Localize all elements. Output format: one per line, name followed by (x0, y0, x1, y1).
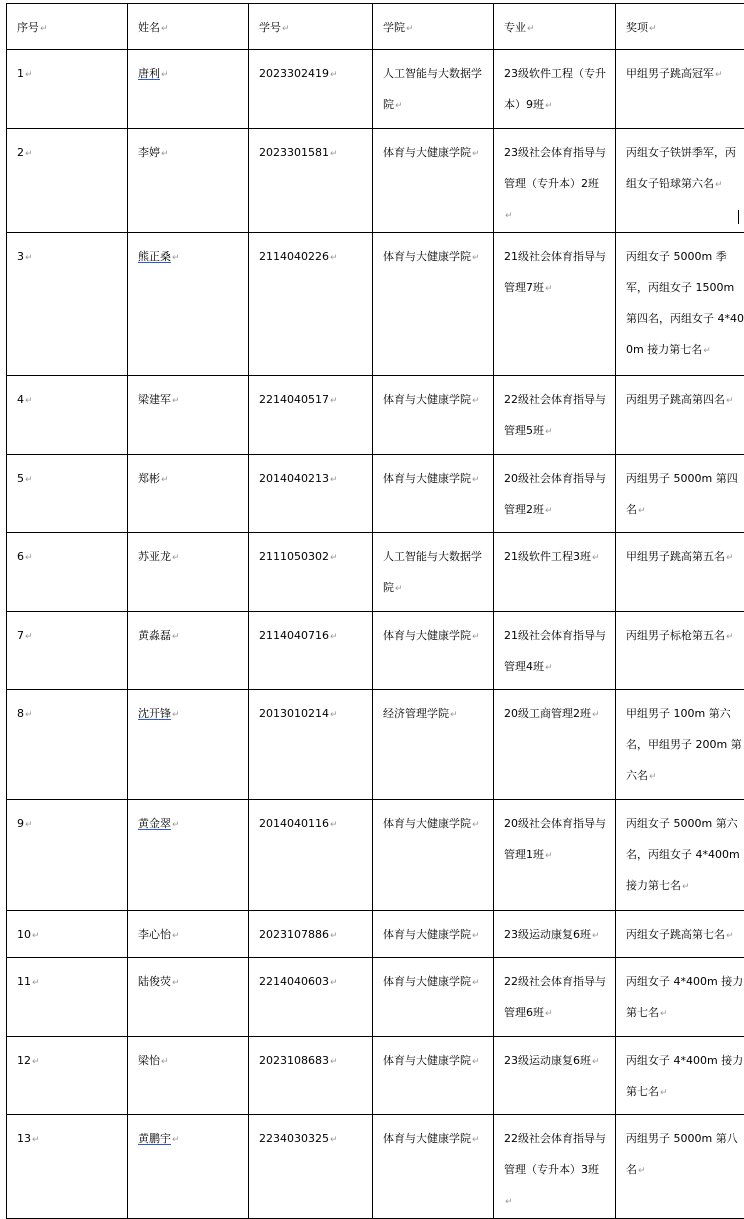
cell-seq (7, 800, 128, 911)
cell-seq-text: 10 (17, 928, 31, 941)
cell-major-text: 23级运动康复6班 (504, 928, 591, 941)
cell-major-text: 21级社会体育指导与管理7班 (504, 250, 606, 294)
cell-seq (7, 612, 128, 690)
cell-id (249, 958, 373, 1037)
cell-id-text: 2023302419 (259, 67, 329, 80)
cell-name (128, 1115, 249, 1219)
paragraph-mark: ↵ (472, 632, 480, 642)
cell-award-text: 甲组男子 100m 第六名，甲组男子 200m 第六名 (626, 707, 742, 782)
cell-major (494, 612, 616, 690)
paragraph-mark: ↵ (161, 475, 169, 485)
paragraph-mark: ↵ (32, 1135, 40, 1145)
cell-name (128, 533, 249, 612)
header-cell-id: 学号↵ (249, 4, 373, 50)
cell-name (128, 958, 249, 1037)
cell-college (373, 612, 494, 690)
cell-award-text: 甲组男子跳高冠军 (626, 67, 714, 80)
table-row (7, 800, 744, 911)
cell-name-text: 陆俊荧 (138, 975, 171, 988)
cell-award (616, 129, 744, 233)
paragraph-mark: ↵ (395, 584, 403, 594)
cell-major (494, 911, 616, 958)
cell-major-text: 20级工商管理2班 (504, 707, 591, 720)
cell-college (373, 455, 494, 533)
cell-name-text: 黄鹏宇 (138, 1132, 171, 1145)
cell-major (494, 455, 616, 533)
cell-id (249, 911, 373, 958)
cell-name-text: 黄淼磊 (138, 629, 171, 642)
cell-college (373, 690, 494, 800)
cursor-mark (738, 210, 739, 224)
paragraph-mark: ↵ (330, 396, 338, 406)
cell-name-text: 李婷 (138, 146, 160, 159)
cell-name (128, 911, 249, 958)
paragraph-mark: ↵ (32, 1057, 40, 1067)
cell-college-text: 体育与大健康学院 (383, 629, 471, 642)
table-row (7, 533, 744, 612)
paragraph-mark: ↵ (682, 882, 690, 892)
cell-name (128, 690, 249, 800)
cell-college (373, 129, 494, 233)
cell-name (128, 1037, 249, 1115)
paragraph-mark: ↵ (545, 851, 553, 861)
cell-award (616, 533, 744, 612)
table-row (7, 1115, 744, 1219)
cell-college-text: 人工智能与大数据学院 (383, 550, 482, 594)
cell-major (494, 1037, 616, 1115)
cell-award (616, 690, 744, 800)
cell-college-text: 体育与大健康学院 (383, 393, 471, 406)
paragraph-mark: ↵ (660, 1009, 668, 1019)
header-cell-major: 专业↵ (494, 4, 616, 50)
cell-major (494, 376, 616, 455)
cell-college-text: 体育与大健康学院 (383, 250, 471, 263)
cell-id-text: 2114040716 (259, 629, 329, 642)
paragraph-mark: ↵ (660, 1088, 668, 1098)
paragraph-mark: ↵ (172, 553, 180, 563)
cell-name-text: 郑彬 (138, 472, 160, 485)
paragraph-mark: ↵ (395, 101, 403, 111)
cell-seq (7, 533, 128, 612)
cell-college (373, 911, 494, 958)
cell-award-text: 丙组女子跳高第七名 (626, 928, 725, 941)
table-row (7, 958, 744, 1037)
cell-major (494, 50, 616, 129)
paragraph-mark: ↵ (25, 396, 33, 406)
paragraph-mark: ↵ (330, 1135, 338, 1145)
cell-college-text: 体育与大健康学院 (383, 928, 471, 941)
paragraph-mark: ↵ (726, 396, 734, 406)
paragraph-mark: ↵ (472, 149, 480, 159)
paragraph-mark: ↵ (638, 506, 646, 516)
cell-id-text: 2214040517 (259, 393, 329, 406)
table-body (7, 4, 744, 1219)
cell-major-text: 22级社会体育指导与管理5班 (504, 393, 606, 437)
cell-seq-text: 4 (17, 393, 24, 406)
cell-id (249, 1037, 373, 1115)
cell-seq (7, 376, 128, 455)
cell-major-text: 21级社会体育指导与管理4班 (504, 629, 606, 673)
paragraph-mark: ↵ (472, 978, 480, 988)
paragraph-mark: ↵ (172, 820, 180, 830)
cell-award-text: 丙组女子铁饼季军，丙组女子铅球第六名 (626, 146, 736, 190)
cell-seq (7, 1037, 128, 1115)
cell-award (616, 455, 744, 533)
table-row (7, 233, 744, 376)
cell-major-text: 23级社会体育指导与管理（专升本）2班 (504, 146, 606, 190)
header-row (7, 4, 744, 50)
cell-seq-text: 5 (17, 472, 24, 485)
cell-id-text: 2014040116 (259, 817, 329, 830)
cell-seq (7, 455, 128, 533)
paragraph-mark: ↵ (25, 149, 33, 159)
cell-name (128, 233, 249, 376)
cell-seq (7, 129, 128, 233)
paragraph-mark: ↵ (545, 663, 553, 673)
header-cell-name: 姓名↵ (128, 4, 249, 50)
cell-award (616, 958, 744, 1037)
cell-award-text: 甲组男子跳高第五名 (626, 550, 725, 563)
cell-seq-text: 12 (17, 1054, 31, 1067)
cell-seq (7, 958, 128, 1037)
cell-major (494, 233, 616, 376)
cell-seq-text: 1 (17, 67, 24, 80)
cell-major (494, 800, 616, 911)
cell-award (616, 1115, 744, 1219)
cell-seq-text: 11 (17, 975, 31, 988)
cell-seq (7, 50, 128, 129)
cell-id-text: 2023108683 (259, 1054, 329, 1067)
cell-id (249, 1115, 373, 1219)
cell-award-text: 丙组女子 5000m 季军，丙组女子 1500m 第四名，丙组女子 4*400m 接力第七名 (626, 250, 744, 356)
cell-award-text: 丙组女子 4*400m 接力第七名 (626, 1054, 743, 1098)
paragraph-mark: ↵ (25, 632, 33, 642)
paragraph-mark: ↵ (161, 149, 169, 159)
cell-major-text: 23级软件工程（专升本）9班 (504, 67, 606, 111)
cell-seq (7, 233, 128, 376)
cell-seq-text: 7 (17, 629, 24, 642)
paragraph-mark: ↵ (330, 931, 338, 941)
paragraph-mark: ↵ (592, 931, 600, 941)
cell-id-text: 2111050302 (259, 550, 329, 563)
table-row (7, 690, 744, 800)
paragraph-mark: ↵ (545, 101, 553, 111)
header-cell-college: 学院↵ (373, 4, 494, 50)
cell-major-text: 20级社会体育指导与管理2班 (504, 472, 606, 516)
cell-id-text: 2023301581 (259, 146, 329, 159)
cell-id-text: 2014040213 (259, 472, 329, 485)
cell-college (373, 800, 494, 911)
cell-seq-text: 2 (17, 146, 24, 159)
paragraph-mark: ↵ (638, 1166, 646, 1176)
paragraph-mark: ↵ (715, 180, 723, 190)
paragraph-mark: ↵ (330, 253, 338, 263)
paragraph-mark: ↵ (330, 475, 338, 485)
paragraph-mark: ↵ (25, 710, 33, 720)
paragraph-mark: ↵ (25, 553, 33, 563)
cell-college-text: 体育与大健康学院 (383, 1054, 471, 1067)
table-row (7, 129, 744, 233)
cell-name-text: 梁怡 (138, 1054, 160, 1067)
paragraph-mark: ↵ (172, 632, 180, 642)
cell-award (616, 376, 744, 455)
paragraph-mark: ↵ (25, 253, 33, 263)
cell-college-text: 体育与大健康学院 (383, 472, 471, 485)
table-row (7, 376, 744, 455)
cell-id-text: 2214040603 (259, 975, 329, 988)
paragraph-mark: ↵ (472, 253, 480, 263)
paragraph-mark: ↵ (172, 931, 180, 941)
cell-major-text: 22级社会体育指导与管理6班 (504, 975, 606, 1019)
cell-award-text: 丙组女子 5000m 第六名，丙组女子 4*400m 接力第七名 (626, 817, 740, 892)
cell-seq (7, 1115, 128, 1219)
cell-name-text: 沈开锋 (138, 707, 171, 720)
cell-college (373, 1115, 494, 1219)
paragraph-mark: ↵ (25, 70, 33, 80)
paragraph-mark: ↵ (25, 475, 33, 485)
paragraph-mark: ↵ (592, 710, 600, 720)
paragraph-mark: ↵ (472, 820, 480, 830)
cell-award (616, 50, 744, 129)
paragraph-mark: ↵ (545, 1009, 553, 1019)
cell-college-text: 体育与大健康学院 (383, 975, 471, 988)
cell-award (616, 911, 744, 958)
paragraph-mark: ↵ (32, 931, 40, 941)
cell-id-text: 2234030325 (259, 1132, 329, 1145)
cell-name (128, 50, 249, 129)
cell-seq-text: 3 (17, 250, 24, 263)
cell-seq-text: 13 (17, 1132, 31, 1145)
table-row (7, 612, 744, 690)
cell-seq-text: 9 (17, 817, 24, 830)
paragraph-mark: ↵ (703, 346, 711, 356)
cell-name-text: 唐利 (138, 67, 160, 80)
paragraph-mark: ↵ (545, 506, 553, 516)
paragraph-mark: ↵ (330, 70, 338, 80)
header-cell-seq: 序号↵ (7, 4, 128, 50)
cell-college-text: 体育与大健康学院 (383, 146, 471, 159)
cell-major-text: 20级社会体育指导与管理1班 (504, 817, 606, 861)
cell-seq-text: 8 (17, 707, 24, 720)
cell-id (249, 233, 373, 376)
paragraph-mark: ↵ (330, 820, 338, 830)
paragraph-mark: ↵ (505, 1197, 513, 1207)
cell-seq (7, 690, 128, 800)
paragraph-mark: ↵ (726, 553, 734, 563)
cell-award (616, 800, 744, 911)
paragraph-mark: ↵ (172, 978, 180, 988)
paragraph-mark: ↵ (505, 211, 513, 221)
table-row (7, 1037, 744, 1115)
cell-name-text: 黄金翠 (138, 817, 171, 830)
cell-id (249, 533, 373, 612)
paragraph-mark: ↵ (161, 70, 169, 80)
cell-id (249, 455, 373, 533)
cell-major (494, 129, 616, 233)
cell-id (249, 376, 373, 455)
paragraph-mark: ↵ (25, 820, 33, 830)
paragraph-mark: ↵ (330, 553, 338, 563)
cell-college (373, 233, 494, 376)
cell-name (128, 800, 249, 911)
paragraph-mark: ↵ (330, 632, 338, 642)
paragraph-mark: ↵ (330, 978, 338, 988)
paragraph-mark: ↵ (592, 553, 600, 563)
cell-name-text: 熊正桑 (138, 250, 171, 263)
paragraph-mark: ↵ (545, 284, 553, 294)
paragraph-mark: ↵ (330, 1057, 338, 1067)
cell-name-text: 梁建军 (138, 393, 171, 406)
cell-college (373, 533, 494, 612)
paragraph-mark: ↵ (172, 253, 180, 263)
table-row (7, 911, 744, 958)
cell-award (616, 1037, 744, 1115)
cell-award-text: 丙组男子 5000m 第四名 (626, 472, 738, 516)
cell-major-text: 22级社会体育指导与管理（专升本）3班 (504, 1132, 606, 1176)
paragraph-mark: ↵ (32, 978, 40, 988)
paragraph-mark: ↵ (472, 931, 480, 941)
cell-major (494, 1115, 616, 1219)
cell-name-text: 苏亚龙 (138, 550, 171, 563)
paragraph-mark: ↵ (172, 1135, 180, 1145)
cell-college (373, 50, 494, 129)
paragraph-mark: ↵ (472, 1135, 480, 1145)
header-cell-award: 奖项↵ (616, 4, 744, 50)
cell-id (249, 800, 373, 911)
paragraph-mark: ↵ (715, 70, 723, 80)
paragraph-mark: ↵ (649, 772, 657, 782)
paragraph-mark: ↵ (472, 1057, 480, 1067)
cell-id (249, 50, 373, 129)
cell-college (373, 376, 494, 455)
paragraph-mark: ↵ (592, 1057, 600, 1067)
cell-major (494, 958, 616, 1037)
paragraph-mark: ↵ (330, 710, 338, 720)
cell-award (616, 233, 744, 376)
cell-major-text: 21级软件工程3班 (504, 550, 591, 563)
paragraph-mark: ↵ (472, 396, 480, 406)
cell-college (373, 958, 494, 1037)
cell-award-text: 丙组男子 5000m 第八名 (626, 1132, 738, 1176)
cell-college-text: 体育与大健康学院 (383, 817, 471, 830)
cell-major-text: 23级运动康复6班 (504, 1054, 591, 1067)
paragraph-mark: ↵ (330, 149, 338, 159)
cell-id (249, 612, 373, 690)
table-row (7, 455, 744, 533)
cell-name (128, 612, 249, 690)
cell-name (128, 129, 249, 233)
cell-award-text: 丙组男子跳高第四名 (626, 393, 725, 406)
cell-award-text: 丙组女子 4*400m 接力第七名 (626, 975, 743, 1019)
cell-id-text: 2013010214 (259, 707, 329, 720)
paragraph-mark: ↵ (472, 475, 480, 485)
cell-name-text: 李心怡 (138, 928, 171, 941)
cell-college-text: 体育与大健康学院 (383, 1132, 471, 1145)
paragraph-mark: ↵ (450, 710, 458, 720)
paragraph-mark: ↵ (726, 632, 734, 642)
table-row (7, 50, 744, 129)
paragraph-mark: ↵ (172, 710, 180, 720)
cell-major (494, 690, 616, 800)
cell-id-text: 2114040226 (259, 250, 329, 263)
award-table (6, 3, 744, 1219)
paragraph-mark: ↵ (545, 427, 553, 437)
cell-college-text: 经济管理学院 (383, 707, 449, 720)
cell-id (249, 690, 373, 800)
paragraph-mark: ↵ (726, 931, 734, 941)
cell-major (494, 533, 616, 612)
cell-award (616, 612, 744, 690)
cell-college-text: 人工智能与大数据学院 (383, 67, 482, 111)
cell-id (249, 129, 373, 233)
cell-seq-text: 6 (17, 550, 24, 563)
cell-college (373, 1037, 494, 1115)
paragraph-mark: ↵ (172, 396, 180, 406)
cell-award-text: 丙组男子标枪第五名 (626, 629, 725, 642)
cell-seq (7, 911, 128, 958)
cell-id-text: 2023107886 (259, 928, 329, 941)
paragraph-mark: ↵ (161, 1057, 169, 1067)
cell-name (128, 455, 249, 533)
cell-name (128, 376, 249, 455)
